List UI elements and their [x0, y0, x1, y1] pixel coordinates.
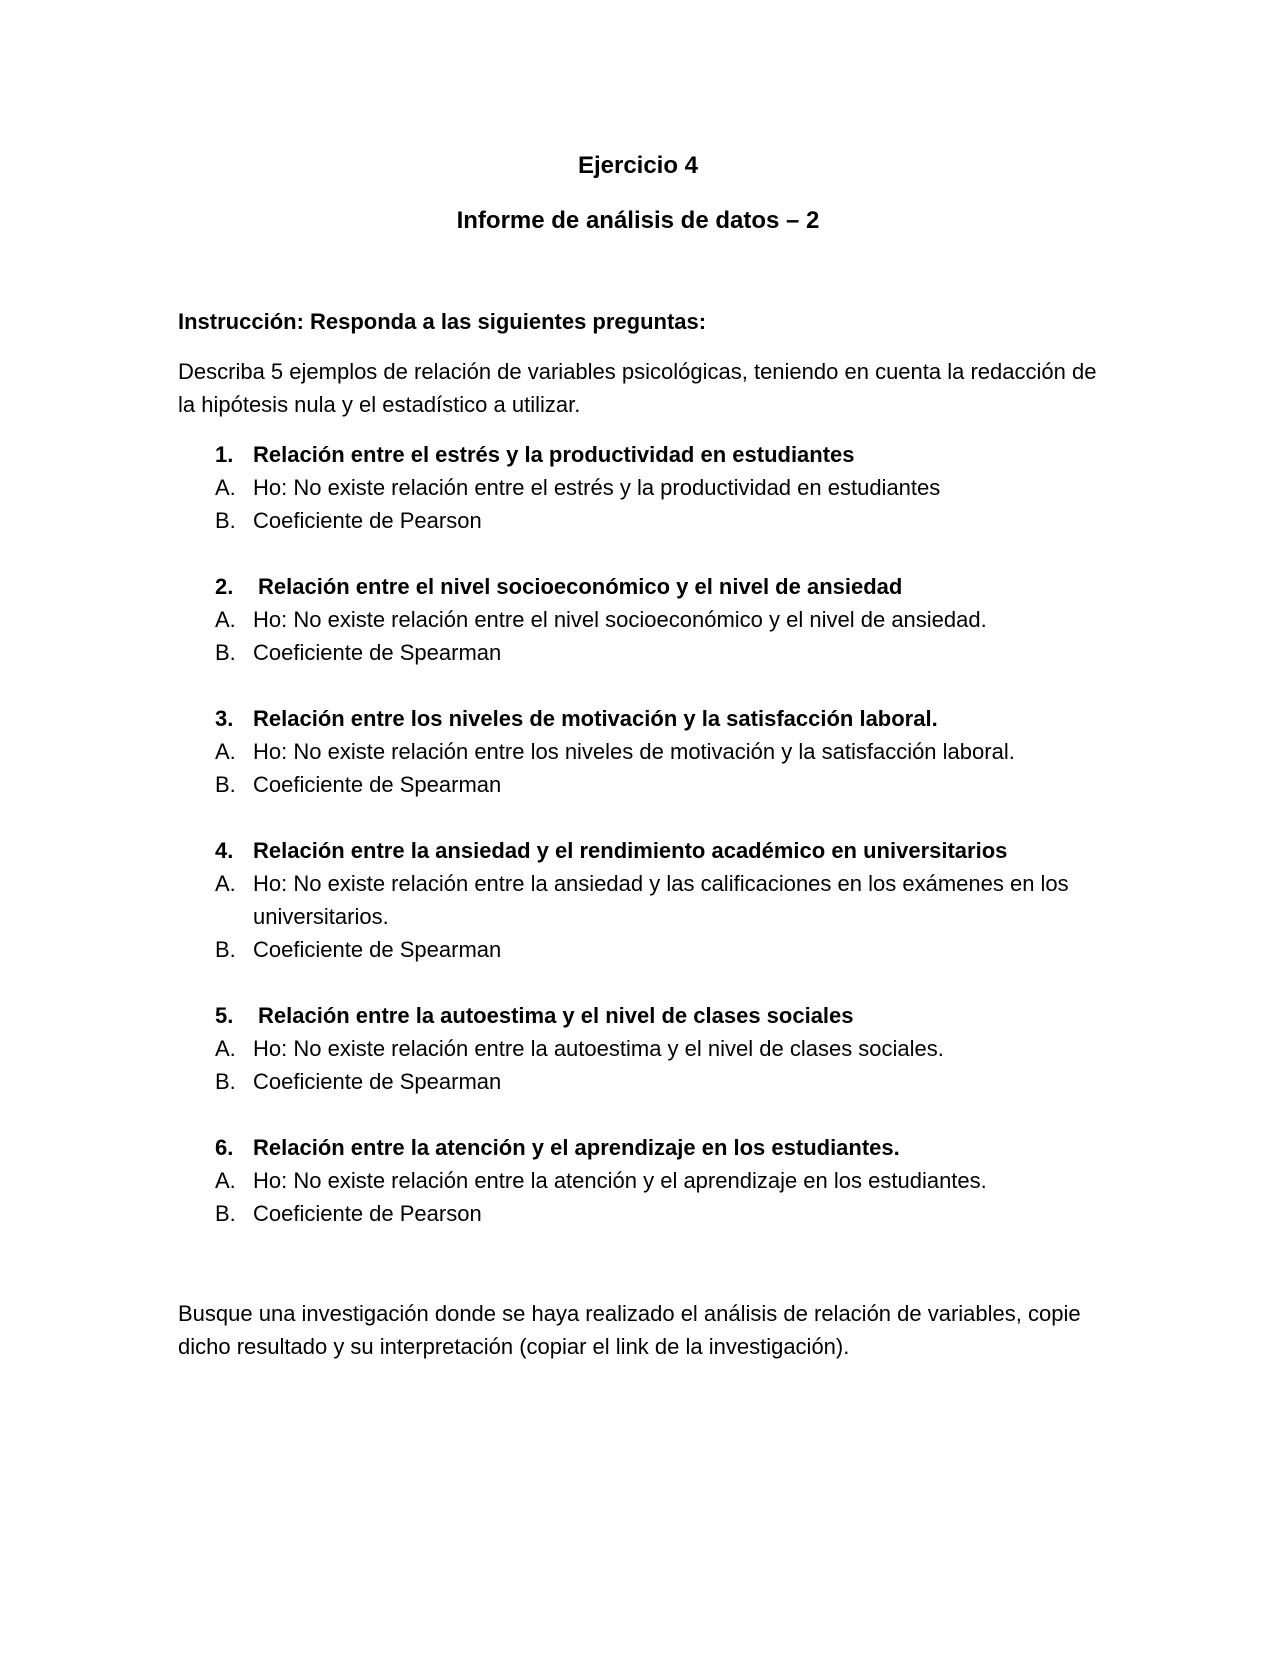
item-letter: A. — [215, 1168, 236, 1193]
item-hypothesis — [178, 735, 1108, 768]
item-letter: B. — [215, 1201, 236, 1226]
item-heading-text: Relación entre la ansiedad y el rendimiento académico en universitarios — [253, 838, 1008, 863]
item-statistic — [178, 504, 1108, 537]
item-hypothesis-text: Ho: No existe relación entre la autoestima y el nivel de clases sociales. — [253, 1036, 944, 1061]
item-number: 1. — [215, 442, 234, 467]
item-statistic — [178, 933, 1108, 966]
item-statistic — [178, 636, 1108, 669]
list-item — [178, 438, 1108, 537]
list-item — [178, 1131, 1108, 1230]
final-paragraph: Busque una investigación donde se haya realizado el análisis de relación de variables, copie dicho resultado y su interpretación (copiar el link de la investigación). — [178, 1301, 1081, 1359]
item-heading-text: Relación entre los niveles de motivación y la satisfacción laboral. — [253, 706, 938, 731]
item-letter: B. — [215, 937, 236, 962]
item-hypothesis — [178, 1032, 1108, 1065]
item-hypothesis-text: Ho: No existe relación entre el nivel socioeconómico y el nivel de ansiedad. — [253, 607, 987, 632]
item-number: 3. — [215, 706, 234, 731]
item-number: 4. — [215, 838, 234, 863]
item-number: 5. — [215, 1003, 234, 1028]
item-letter: B. — [215, 508, 236, 533]
item-statistic-text: Coeficiente de Spearman — [253, 640, 502, 665]
item-statistic — [178, 1197, 1108, 1230]
item-statistic — [178, 768, 1108, 801]
item-heading — [178, 702, 1108, 735]
item-statistic-text: Coeficiente de Spearman — [253, 772, 502, 797]
item-heading-text: Relación entre la atención y el aprendizaje en los estudiantes. — [253, 1135, 900, 1160]
item-statistic-text: Coeficiente de Spearman — [253, 1069, 502, 1094]
item-hypothesis-text: Ho: No existe relación entre el estrés y la productividad en estudiantes — [253, 475, 941, 500]
item-letter: A. — [215, 739, 236, 764]
item-number: 6. — [215, 1135, 234, 1160]
item-letter: A. — [215, 871, 236, 896]
item-statistic-text: Coeficiente de Pearson — [253, 508, 482, 533]
document-title: Ejercicio 4 — [577, 152, 699, 179]
item-letter: B. — [215, 1069, 236, 1094]
item-heading — [178, 1131, 1108, 1164]
item-heading — [178, 834, 1108, 867]
item-heading-text: Relación entre el estrés y la productividad en estudiantes — [253, 442, 855, 467]
description-text: Describa 5 ejemplos de relación de variables psicológicas, teniendo en cuenta la redacción de la hipótesis nula y el estadístico a utilizar. — [178, 359, 1097, 417]
item-heading — [178, 570, 1108, 603]
item-hypothesis — [178, 603, 1108, 636]
item-letter: A. — [215, 607, 236, 632]
item-statistic-text: Coeficiente de Spearman — [253, 937, 502, 962]
list-item — [178, 999, 1108, 1098]
item-letter: B. — [215, 640, 236, 665]
document-page — [178, 0, 1108, 1656]
list-item — [178, 834, 1108, 966]
item-number: 2. — [215, 574, 234, 599]
instruction-text: Instrucción: Responda a las siguientes preguntas: — [178, 309, 707, 334]
document-subtitle: Informe de análisis de datos – 2 — [456, 207, 820, 234]
item-heading — [178, 999, 1108, 1032]
list-item — [178, 702, 1108, 801]
item-statistic — [178, 1065, 1108, 1098]
item-heading-text: Relación entre el nivel socioeconómico y el nivel de ansiedad — [258, 574, 903, 599]
item-statistic-text: Coeficiente de Pearson — [253, 1201, 482, 1226]
item-hypothesis-text: Ho: No existe relación entre la atención y el aprendizaje en los estudiantes. — [253, 1168, 987, 1193]
list-item — [178, 570, 1108, 669]
item-hypothesis — [178, 1164, 1108, 1197]
item-hypothesis-text: Ho: No existe relación entre los niveles de motivación y la satisfacción laboral. — [253, 739, 1015, 764]
item-hypothesis — [178, 471, 1108, 504]
item-hypothesis — [178, 867, 1108, 933]
item-letter: A. — [215, 475, 236, 500]
item-letter: A. — [215, 1036, 236, 1061]
item-heading-text: Relación entre la autoestima y el nivel de clases sociales — [258, 1003, 854, 1028]
item-letter: B. — [215, 772, 236, 797]
examples-list — [178, 438, 1108, 1263]
item-heading — [178, 438, 1108, 471]
item-hypothesis-text: Ho: No existe relación entre la ansiedad y las calificaciones en los exámenes en los universitarios. — [253, 871, 1069, 929]
